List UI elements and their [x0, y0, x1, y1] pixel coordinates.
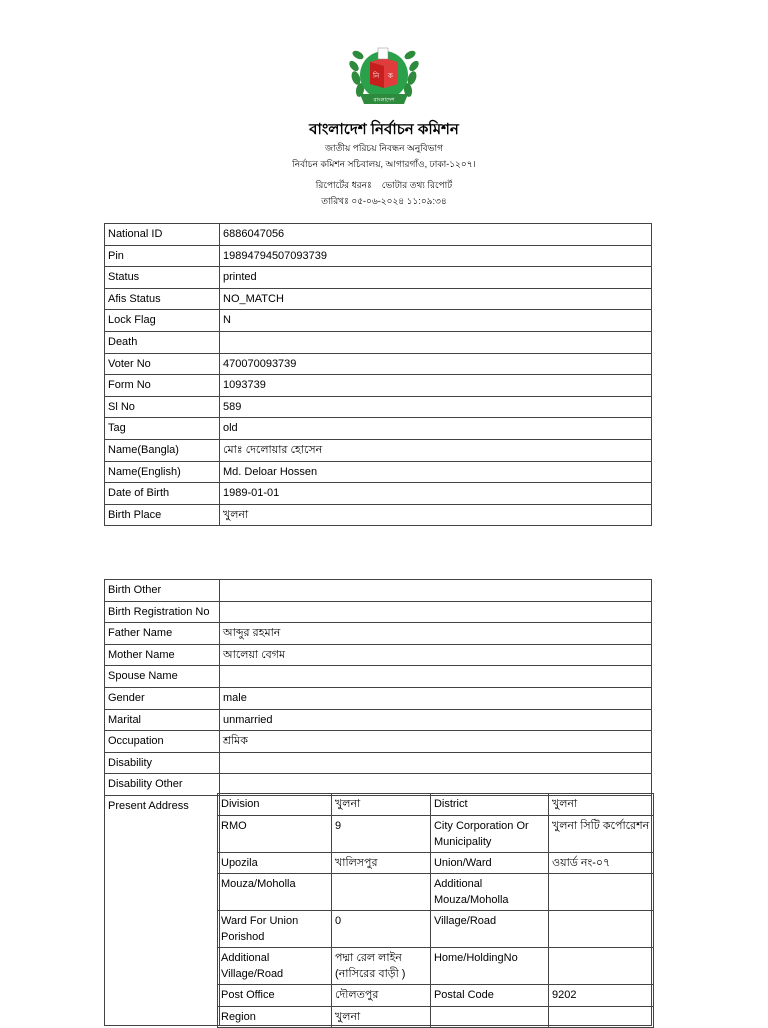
- table-row: [105, 687, 652, 709]
- table-row: [105, 288, 652, 310]
- address-field-label: Post Office: [218, 985, 332, 1007]
- address-field-value: দৌলতপুর: [332, 985, 431, 1007]
- address-field-value: [549, 911, 654, 948]
- address-field-label: Postal Code: [430, 985, 548, 1007]
- table-row: [105, 461, 652, 483]
- table-row: [105, 245, 652, 267]
- address-row: [218, 874, 654, 911]
- field-value: [220, 601, 652, 623]
- field-label: Afis Status: [105, 288, 220, 310]
- address-row: [218, 852, 654, 874]
- voter-info-table: [104, 223, 652, 526]
- logo-ribbon-text: বাংলাদেশ: [373, 97, 395, 104]
- address-field-value: [549, 1006, 654, 1028]
- address-field-value: [549, 874, 654, 911]
- address-field-value: 0: [332, 911, 431, 948]
- field-value: unmarried: [220, 709, 652, 731]
- field-label: Marital: [105, 709, 220, 731]
- address-field-label: Additional Village/Road: [218, 948, 332, 985]
- table-row: [105, 666, 652, 688]
- table-row: [105, 439, 652, 461]
- field-value: [220, 752, 652, 774]
- address-field-label: Home/HoldingNo: [430, 948, 548, 985]
- address-field-label: Ward For Union Porishod: [218, 911, 332, 948]
- field-value: 1989-01-01: [220, 483, 652, 505]
- address-field-value: খালিসপুর: [332, 852, 431, 874]
- address-field-label: RMO: [218, 815, 332, 852]
- field-value: 19894794507093739: [220, 245, 652, 267]
- field-label: Gender: [105, 687, 220, 709]
- address-row: [218, 815, 654, 852]
- address-row: [218, 1006, 654, 1028]
- table-row: [105, 709, 652, 731]
- field-label: Death: [105, 331, 220, 353]
- field-label: Date of Birth: [105, 483, 220, 505]
- election-commission-logo: [346, 38, 422, 114]
- organization-name: বাংলাদেশ নির্বাচন কমিশন: [309, 121, 459, 138]
- present-address-row: [105, 795, 652, 1025]
- table-row: [105, 601, 652, 623]
- department-name: জাতীয় পরিচয় নিবন্ধন অনুবিভাগ: [324, 143, 443, 153]
- address-field-label: City Corporation Or Municipality: [430, 815, 548, 852]
- address-field-label: Upozila: [218, 852, 332, 874]
- personal-info-table: [104, 579, 652, 1026]
- table-row: [105, 731, 652, 753]
- field-value: NO_MATCH: [220, 288, 652, 310]
- svg-text:ক: ক: [388, 72, 393, 80]
- address-field-value: খুলনা সিটি কর্পোরেশন: [549, 815, 654, 852]
- table-row: [105, 267, 652, 289]
- field-label: Pin: [105, 245, 220, 267]
- address-field-value: [549, 948, 654, 985]
- field-label: National ID: [105, 224, 220, 246]
- field-label: Father Name: [105, 623, 220, 645]
- report-date: তারিখঃ ০৫-০৬-২০২৪ ১১:০৯:৩৪: [321, 196, 447, 206]
- field-label: Birth Place: [105, 504, 220, 526]
- address-field-value: খুলনা: [332, 1006, 431, 1028]
- field-value: printed: [220, 267, 652, 289]
- address-field-value: খুলনা: [549, 793, 654, 815]
- field-value: 6886047056: [220, 224, 652, 246]
- table-row: [105, 310, 652, 332]
- field-label: Name(Bangla): [105, 439, 220, 461]
- field-value: [220, 666, 652, 688]
- address-field-value: 9: [332, 815, 431, 852]
- table-row: [105, 353, 652, 375]
- field-value: N: [220, 310, 652, 332]
- address-field-label: Division: [218, 793, 332, 815]
- table-row: [105, 396, 652, 418]
- field-label: Present Address: [105, 795, 220, 1025]
- field-label: Mother Name: [105, 644, 220, 666]
- field-label: Birth Registration No: [105, 601, 220, 623]
- address-field-label: District: [430, 793, 548, 815]
- field-label: Disability: [105, 752, 220, 774]
- address-field-value: ওয়ার্ড নং-০৭: [549, 852, 654, 874]
- table-row: [105, 483, 652, 505]
- report-type: রিপোর্টের ধরনঃ ভোটার তথ্য রিপোর্ট: [315, 180, 453, 190]
- field-label: Sl No: [105, 396, 220, 418]
- address-field-label: Union/Ward: [430, 852, 548, 874]
- field-label: Lock Flag: [105, 310, 220, 332]
- svg-text:নি: নি: [373, 72, 380, 80]
- address-field-value: খুলনা: [332, 793, 431, 815]
- field-value: শ্রমিক: [220, 731, 652, 753]
- field-value: মোঃ দেলোয়ার হোসেন: [220, 439, 652, 461]
- field-value: 1093739: [220, 375, 652, 397]
- field-label: Disability Other: [105, 774, 220, 796]
- table-row: [105, 418, 652, 440]
- address-field-value: [332, 874, 431, 911]
- field-value: male: [220, 687, 652, 709]
- address-field-value: পদ্মা রেল লাইন (নাসিরের বাড়ী ): [332, 948, 431, 985]
- address-field-value: 9202: [549, 985, 654, 1007]
- table-row: [105, 504, 652, 526]
- present-address-table: [217, 793, 654, 1028]
- field-label: Status: [105, 267, 220, 289]
- address-row: [218, 911, 654, 948]
- field-value: old: [220, 418, 652, 440]
- field-value: আব্দুর রহমান: [220, 623, 652, 645]
- organization-address: নির্বাচন কমিশন সচিবালয়, আগারগাঁও, ঢাকা-১২০৭।: [292, 159, 476, 169]
- field-value: Md. Deloar Hossen: [220, 461, 652, 483]
- table-row: [105, 375, 652, 397]
- field-label: Tag: [105, 418, 220, 440]
- table-row: [105, 623, 652, 645]
- field-label: Birth Other: [105, 580, 220, 602]
- address-row: [218, 793, 654, 815]
- field-label: Voter No: [105, 353, 220, 375]
- field-value: খুলনা: [220, 504, 652, 526]
- field-value: 589: [220, 396, 652, 418]
- address-field-label: [430, 1006, 548, 1028]
- table-row: [105, 224, 652, 246]
- field-label: Name(English): [105, 461, 220, 483]
- field-value: আলেয়া বেগম: [220, 644, 652, 666]
- address-field-label: Region: [218, 1006, 332, 1028]
- address-field-label: Mouza/Moholla: [218, 874, 332, 911]
- address-row: [218, 985, 654, 1007]
- table-row: [105, 331, 652, 353]
- address-field-label: Additional Mouza/Moholla: [430, 874, 548, 911]
- field-label: Occupation: [105, 731, 220, 753]
- field-value: 470070093739: [220, 353, 652, 375]
- present-address-cell: [220, 795, 652, 1025]
- table-row: [105, 644, 652, 666]
- field-value: [220, 331, 652, 353]
- address-row: [218, 948, 654, 985]
- field-label: Spouse Name: [105, 666, 220, 688]
- field-label: Form No: [105, 375, 220, 397]
- table-row: [105, 752, 652, 774]
- table-row: [105, 580, 652, 602]
- field-value: [220, 580, 652, 602]
- address-field-label: Village/Road: [430, 911, 548, 948]
